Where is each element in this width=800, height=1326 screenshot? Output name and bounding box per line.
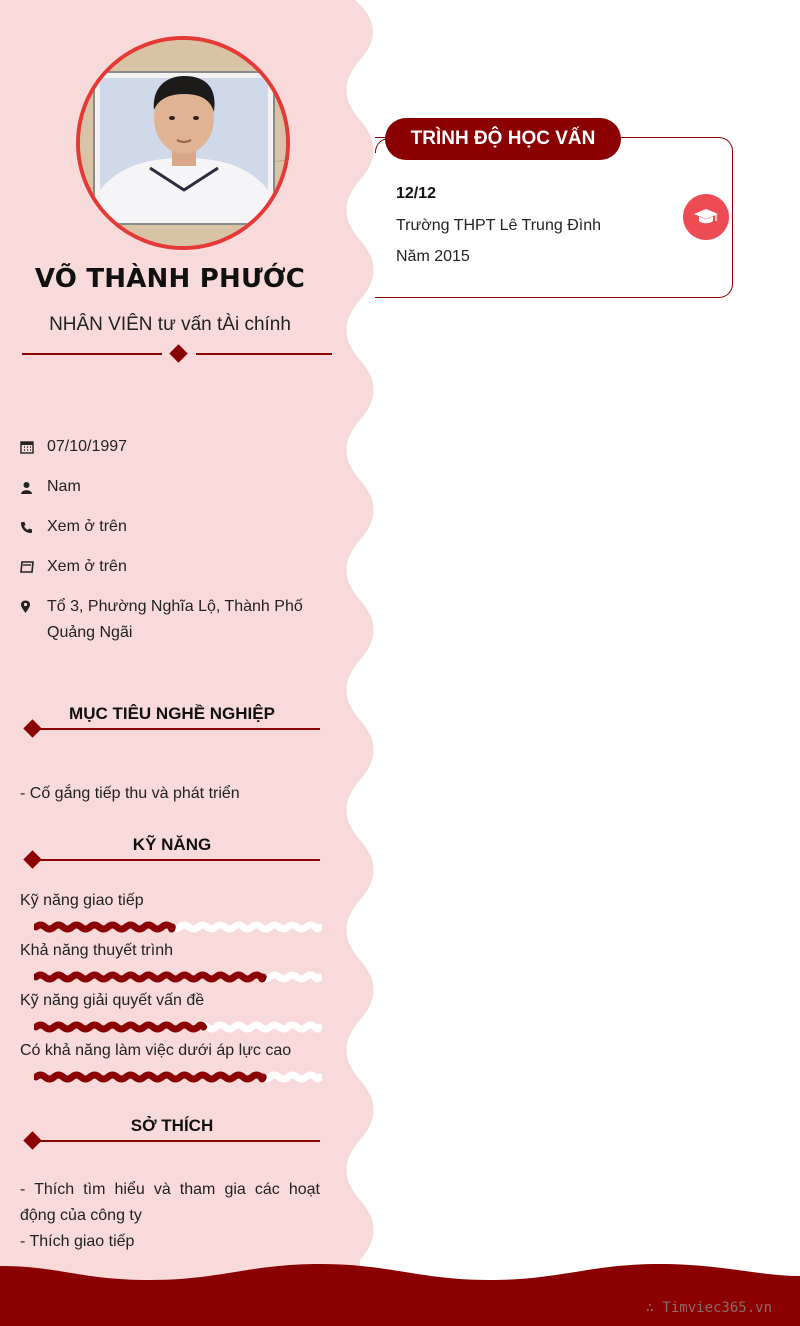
hobbies-heading	[22, 1116, 322, 1150]
name-divider	[22, 344, 332, 364]
career-goal-heading	[22, 704, 322, 738]
education-title: TRÌNH ĐỘ HỌC VẤN	[385, 118, 621, 160]
skill-bar	[34, 1071, 322, 1083]
hobbies-title: SỞ THÍCH	[130, 1116, 214, 1135]
education-year: Năm 2015	[396, 248, 470, 265]
person-icon	[20, 474, 47, 500]
career-goal-title: MỤC TIÊU NGHỀ NGHIỆP	[69, 704, 275, 723]
skills-heading	[22, 835, 322, 869]
email-text: Xem ở trên	[47, 558, 127, 575]
candidate-name: VÕ THÀNH PHƯỚC	[34, 264, 306, 294]
birthday-text: 07/10/1997	[47, 438, 128, 455]
skill-bar-fill	[36, 975, 263, 979]
skill-label: Kỹ năng giải quyết vấn đề	[20, 992, 205, 1009]
skill-label: Kỹ năng giao tiếp	[20, 892, 144, 909]
hobby-line: - Thích tìm hiểu và tham gia các hoạt động của công ty	[20, 1181, 320, 1224]
email-icon	[20, 554, 47, 580]
skill-item	[20, 941, 320, 961]
skill-bar-fill	[36, 1075, 263, 1079]
phone-text: Xem ở trên	[47, 518, 127, 535]
contact-birthday	[20, 434, 320, 460]
calendar-icon	[20, 434, 47, 460]
skill-item	[20, 891, 320, 911]
contact-email	[20, 554, 320, 580]
skill-bar	[34, 1021, 322, 1033]
address-text: Tổ 3, Phường Nghĩa Lộ, Thành Phố Quảng Ngãi	[47, 598, 303, 641]
skill-item	[20, 991, 320, 1011]
map-pin-icon	[20, 594, 47, 620]
phone-icon	[20, 514, 47, 540]
contact-phone	[20, 514, 320, 540]
skill-bar	[34, 971, 322, 983]
skill-label: Có khả năng làm việc dưới áp lực cao	[20, 1042, 292, 1059]
graduation-cap-icon	[683, 194, 729, 240]
hobby-line: - Thích giao tiếp	[20, 1233, 135, 1250]
profile-photo	[76, 36, 290, 250]
skill-item	[20, 1041, 320, 1061]
education-grade: 12/12	[396, 185, 437, 202]
skill-label: Khả năng thuyết trình	[20, 942, 173, 959]
skill-bar	[34, 921, 322, 933]
career-goal-text: - Cố gắng tiếp thu và phát triển	[20, 785, 240, 802]
job-title: NHÂN VIÊN tư vấn tÀi chính	[49, 314, 291, 335]
watermark: ∴ Timviec365.vn	[645, 1300, 772, 1316]
contact-gender	[20, 474, 320, 500]
education-school: Trường THPT Lê Trung Đình	[396, 217, 601, 234]
contact-address	[20, 594, 320, 646]
skill-bar-fill	[36, 1025, 204, 1029]
gender-text: Nam	[47, 478, 81, 495]
skill-bar-fill	[36, 925, 172, 929]
contact-list	[20, 434, 320, 646]
skills-title: KỸ NĂNG	[132, 835, 212, 854]
